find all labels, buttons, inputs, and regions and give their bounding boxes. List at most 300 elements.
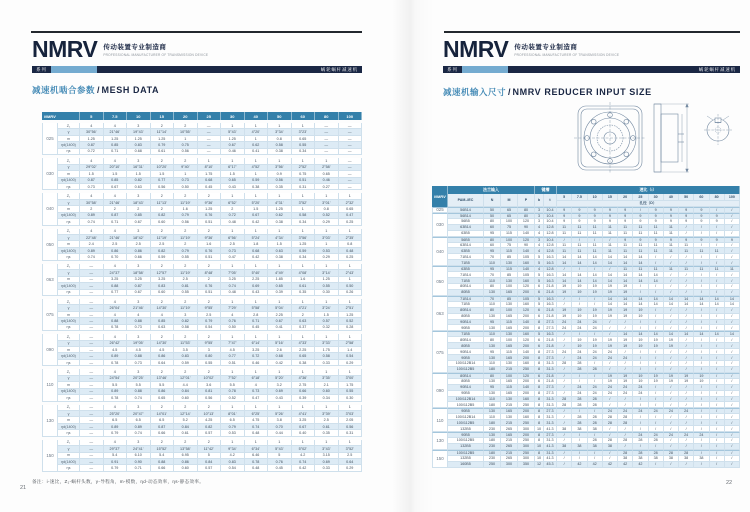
bore-value: / (679, 320, 694, 326)
bore-value: / (694, 397, 709, 403)
page-right (432, 30, 740, 495)
page-top-rule (31, 31, 362, 33)
bore-value: 11 (679, 266, 694, 272)
mesh-value: 0.67 (104, 184, 128, 190)
mesh-value: 2 (151, 440, 175, 446)
key-t-value: 21.8 (544, 284, 557, 290)
mesh-value: 0.55 (198, 360, 222, 366)
bore-value: / (694, 254, 709, 260)
mesh-value: 1.5 (315, 312, 339, 318)
bore-value: / (557, 296, 572, 302)
key-t-value: 12.8 (544, 243, 557, 249)
bore-value: 11 (664, 243, 679, 249)
pam-iec-value: 80B14 (448, 373, 484, 379)
pam-iec-value: 90B5 (448, 408, 484, 414)
mesh-value: 0.60 (151, 219, 175, 225)
bore-value: 19 (557, 290, 572, 296)
bore-value: / (572, 379, 587, 385)
mesh-value: 0.85 (104, 142, 128, 148)
mesh-value: 2 (151, 264, 175, 270)
mesh-value: 0.87 (80, 178, 104, 184)
bore-value: 19 (588, 290, 603, 296)
pam-iec-value: 90B14 (448, 349, 484, 355)
bore-value: / (679, 231, 694, 237)
bore-value: / (725, 254, 740, 260)
bore-value: / (603, 432, 618, 438)
bore-value: / (710, 450, 725, 456)
dim-p-value: 200 (518, 391, 535, 397)
bore-value: 24 (572, 325, 587, 331)
mesh-value: 4 (104, 158, 128, 164)
pam-iec-value: 71B14 (448, 272, 484, 278)
mesh-value: 0.37 (292, 325, 316, 331)
mesh-value: 0.60 (174, 465, 198, 471)
section-title-zh: 减速机啮合参数 (32, 85, 96, 95)
bore-value: 19 (603, 343, 618, 349)
bore-value: 19 (664, 343, 679, 349)
dim-p-value: 250 (518, 367, 535, 373)
mesh-value: 1 (339, 334, 363, 340)
mesh-value: 1.25 (339, 312, 363, 318)
mesh-value: — (339, 142, 363, 148)
mesh-value: 0.47 (221, 254, 245, 260)
mesh-value: 2 (198, 405, 222, 411)
bore-value: 14 (557, 278, 572, 284)
key-b-value: 6 (535, 290, 544, 296)
mesh-block-040 (42, 193, 362, 225)
mesh-value: 1 (292, 299, 316, 305)
mesh-block-050 (42, 229, 362, 261)
key-t-value: 31.3 (544, 438, 557, 444)
mesh-value: 2 (174, 440, 198, 446)
mesh-value: 3.25 (151, 277, 175, 283)
bore-value: 19 (649, 373, 664, 379)
mesh-value: — (80, 417, 104, 423)
key-b-value: 5 (535, 260, 544, 266)
bore-value: / (572, 438, 587, 444)
bore-value: 24 (633, 432, 648, 438)
key-t-value: 27.3 (544, 355, 557, 361)
bore-value: / (603, 266, 618, 272)
mesh-value: 1 (268, 229, 292, 235)
mesh-value: 0.55 (174, 290, 198, 296)
dim-m-value: 215 (501, 420, 518, 426)
mesh-value: 1 (339, 264, 363, 270)
bore-value: 9 (572, 219, 587, 225)
bore-value: / (694, 355, 709, 361)
bore-value: / (588, 379, 603, 385)
bore-value: 24 (588, 355, 603, 361)
mesh-value: 1 (245, 123, 269, 129)
ratio-header: 15 (603, 194, 618, 201)
bore-value: / (633, 355, 648, 361)
bore-value: / (649, 444, 664, 450)
bore-value: / (618, 367, 633, 373)
bore-value: / (679, 272, 694, 278)
mesh-value: 12°57' (151, 270, 175, 276)
dim-n-value: 130 (484, 391, 501, 397)
mesh-value: 1 (221, 369, 245, 375)
dim-n-value: 110 (484, 361, 501, 367)
mesh-value: 0.52 (339, 318, 363, 324)
dim-n-value: 110 (484, 260, 501, 266)
bore-value: 19 (603, 308, 618, 314)
mesh-value: 5°58' (245, 305, 269, 311)
param-label: ηd(1400) (58, 178, 80, 184)
mesh-value: 1.25 (127, 136, 151, 142)
mesh-value: 0.83 (221, 459, 245, 465)
bore-value: 11 (649, 225, 664, 231)
mesh-value: 0.71 (127, 465, 151, 471)
mesh-value: — (198, 129, 222, 135)
bore-value: 24 (588, 385, 603, 391)
dim-m-value: 100 (501, 219, 518, 225)
mesh-value: 0.48 (221, 290, 245, 296)
mesh-value: 0.62 (268, 213, 292, 219)
bore-value: / (694, 444, 709, 450)
mesh-value: 2°43' (339, 270, 363, 276)
mesh-value: 0.75 (174, 142, 198, 148)
dim-n-value: 130 (484, 343, 501, 349)
dim-m-value: 115 (501, 385, 518, 391)
mesh-value: 2.6 (268, 347, 292, 353)
mesh-value: 2 (151, 158, 175, 164)
mesh-value: 0.86 (174, 459, 198, 465)
bore-value: / (557, 456, 572, 462)
bore-value: 14 (633, 296, 648, 302)
mesh-value: 18°43' (127, 200, 151, 206)
mesh-value: 1 (245, 171, 269, 177)
mesh-value: 0.60 (174, 395, 198, 401)
bore-value: / (725, 397, 740, 403)
mesh-value: 0.74 (127, 395, 151, 401)
bore-value: 24 (603, 355, 618, 361)
key-t-value: 10.4 (544, 219, 557, 225)
dim-m-value: 215 (501, 402, 518, 408)
mesh-value: 5°26' (268, 411, 292, 417)
mesh-value: 0.51 (292, 178, 316, 184)
key-t-value: 12.8 (544, 266, 557, 272)
bore-value: / (694, 450, 709, 456)
bore-value: / (694, 337, 709, 343)
mesh-value: 1 (339, 299, 363, 305)
mesh-value: 0.41 (268, 325, 292, 331)
bore-value: 19 (694, 373, 709, 379)
mesh-block-130 (42, 405, 362, 437)
mesh-value: 0.68 (245, 248, 269, 254)
mesh-value: 0.57 (198, 465, 222, 471)
bore-value: / (710, 320, 725, 326)
mesh-value: 0.73 (80, 184, 104, 190)
bore-value: / (710, 355, 725, 361)
bore-value: 19 (588, 308, 603, 314)
mesh-value: 0.57 (198, 430, 222, 436)
bore-value: / (710, 462, 725, 468)
pam-iec-value: 100/112B5 (448, 438, 484, 444)
pam-iec-value: 80B14 (448, 308, 484, 314)
series-bar (443, 66, 740, 73)
mesh-value: 0.50 (339, 283, 363, 289)
ratio-header: 15 (151, 112, 175, 120)
param-label: m (58, 241, 80, 247)
pam-iec-value: 80B5 (448, 290, 484, 296)
mesh-value: 0.42 (292, 465, 316, 471)
mesh-value: 4°20' (245, 129, 269, 135)
mesh-value: 2.5 (315, 417, 339, 423)
mesh-value: 0.8 (268, 136, 292, 142)
mesh-value: — (80, 325, 104, 331)
bore-value: 11 (603, 225, 618, 231)
key-t-value: 10.4 (544, 237, 557, 243)
mesh-value: 2 (174, 264, 198, 270)
mesh-value: 4°52' (245, 165, 269, 171)
bore-value: 14 (649, 296, 664, 302)
mesh-value: 0.51 (198, 219, 222, 225)
mesh-value: 0.64 (339, 459, 363, 465)
bore-value: / (649, 349, 664, 355)
key-t-value: 45.3 (544, 462, 557, 468)
mesh-value: 0.83 (174, 353, 198, 359)
bore-value: 14 (588, 260, 603, 266)
bore-value: 14 (649, 331, 664, 337)
bore-value: / (557, 420, 572, 426)
mesh-value: 0.71 (104, 219, 128, 225)
bore-value: 24 (572, 349, 587, 355)
bore-value: / (603, 402, 618, 408)
mesh-value: 0.67 (292, 424, 316, 430)
key-b-value: 8 (535, 391, 544, 397)
bore-value: 14 (572, 272, 587, 278)
key-t-value: 10.4 (544, 213, 557, 219)
bore-value: 9 (618, 213, 633, 219)
bore-value: 14 (603, 272, 618, 278)
key-b-value: 5 (535, 278, 544, 284)
mesh-value: — (80, 270, 104, 276)
dim-n-value: 110 (484, 278, 501, 284)
mesh-value: 2 (198, 229, 222, 235)
series-bar-right-label: 蜗轮蜗杆减速机 (97, 66, 362, 73)
dim-m-value: 115 (501, 266, 518, 272)
mesh-value: — (80, 353, 104, 359)
bore-value: / (664, 414, 679, 420)
mesh-value: — (80, 277, 104, 283)
dim-p-value: 200 (518, 290, 535, 296)
bore-value: 9 (694, 219, 709, 225)
bore-value: / (572, 237, 587, 243)
param-label: Z₁ (58, 334, 80, 340)
mesh-value: 4 (104, 369, 128, 375)
bore-value: 28 (603, 414, 618, 420)
bore-value: / (588, 432, 603, 438)
mesh-value: 5°43' (268, 446, 292, 452)
dim-p-value: 250 (518, 402, 535, 408)
dim-p-value: 140 (518, 320, 535, 326)
param-label: γ (58, 376, 80, 382)
mesh-value: 4°34' (268, 235, 292, 241)
key-b-value: 8 (535, 420, 544, 426)
bore-value: 38 (679, 456, 694, 462)
param-label: ηs (58, 149, 80, 155)
dim-p-value: 200 (518, 314, 535, 320)
mesh-value: 10°20' (151, 165, 175, 171)
dim-p-value: 120 (518, 237, 535, 243)
dim-p-value: 200 (518, 408, 535, 414)
bore-value: / (710, 397, 725, 403)
bore-value: 28 (618, 438, 633, 444)
bore-value: 24 (633, 391, 648, 397)
dim-n-value: 80 (484, 237, 501, 243)
mesh-value: 25°20' (104, 411, 128, 417)
mesh-value: 0.62 (245, 142, 269, 148)
dim-n-value: 60 (484, 243, 501, 249)
mesh-value: 0.30 (339, 395, 363, 401)
mesh-value: — (339, 165, 363, 171)
pam-iec-value: 80B5 (448, 379, 484, 385)
mesh-value: 5.5 (151, 382, 175, 388)
dim-m-value: 165 (501, 314, 518, 320)
mesh-value: 19°43' (127, 129, 151, 135)
mesh-value: 19°05' (127, 341, 151, 347)
bore-value: / (679, 444, 694, 450)
mesh-value: 0.47 (339, 213, 363, 219)
bore-value: / (725, 243, 740, 249)
mesh-value: 0.8 (315, 206, 339, 212)
dim-n-value: 70 (484, 254, 501, 260)
size-label: 090 (42, 334, 58, 366)
bore-value: / (649, 355, 664, 361)
mesh-value: 0.78 (104, 325, 128, 331)
mesh-value: 0.38 (268, 149, 292, 155)
mesh-value: 0.58 (292, 213, 316, 219)
bore-value: / (557, 408, 572, 414)
bore-value: 28 (557, 402, 572, 408)
mesh-value: 5 (198, 453, 222, 459)
bore-value: / (557, 266, 572, 272)
mesh-value: 0.31 (339, 430, 363, 436)
param-label: m (58, 382, 80, 388)
mesh-value: 26°04' (104, 305, 128, 311)
mesh-value: 0.76 (221, 318, 245, 324)
bore-value: 19 (618, 379, 633, 385)
dim-m-value: 130 (501, 397, 518, 403)
bore-value: 24 (649, 408, 664, 414)
brand-tagline-en: PROFESSIONAL MANUFACTURER OF TRANSMISSION DEVICE (103, 52, 209, 57)
mesh-value: — (80, 395, 104, 401)
mesh-value: 0.43 (268, 395, 292, 401)
dim-m-value: 165 (501, 343, 518, 349)
mesh-table (42, 112, 362, 472)
bore-value: 9 (694, 213, 709, 219)
bore-value: 19 (618, 337, 633, 343)
mesh-value: 0.68 (127, 149, 151, 155)
param-label: γ (58, 200, 80, 206)
bore-value: 14 (588, 272, 603, 278)
bore-value: 14 (618, 272, 633, 278)
bore-value: / (694, 320, 709, 326)
bore-value: / (664, 260, 679, 266)
bore-value: / (572, 373, 587, 379)
mesh-value: 0.63 (268, 248, 292, 254)
dim-n-value: 110 (484, 302, 501, 308)
dim-n-value: 50 (484, 213, 501, 219)
mesh-value: 0.84 (174, 424, 198, 430)
mesh-value: 8°48' (198, 270, 222, 276)
mesh-value: 5°16' (268, 341, 292, 347)
brand-tagline-en: PROFESSIONAL MANUFACTURER OF TRANSMISSION DEVICE (514, 52, 620, 57)
mesh-value: 6°25' (245, 411, 269, 417)
mesh-value: — (80, 411, 104, 417)
mesh-value: 2 (174, 123, 198, 129)
bore-value: / (679, 397, 694, 403)
mesh-value: 3°03' (315, 235, 339, 241)
bore-value: 9 (664, 219, 679, 225)
bore-value: / (649, 367, 664, 373)
mesh-value: 11°42' (198, 446, 222, 452)
bore-value: / (649, 402, 664, 408)
mesh-value: 3 (198, 347, 222, 353)
mesh-value: 1 (221, 440, 245, 446)
bore-value: 24 (588, 349, 603, 355)
dim-n-value: 110 (484, 331, 501, 337)
dim-n-value: 80 (484, 373, 501, 379)
param-label: γ (58, 341, 80, 347)
dim-p-value: 250 (518, 420, 535, 426)
mesh-value: 3 (127, 229, 151, 235)
bore-value: 11 (557, 243, 572, 249)
bore-value: 14 (633, 331, 648, 337)
mesh-value: 1 (292, 206, 316, 212)
mesh-value: 0.73 (221, 248, 245, 254)
bore-value: 9 (679, 237, 694, 243)
bore-value: / (572, 302, 587, 308)
dim-n-value: 80 (484, 219, 501, 225)
bore-value: 14 (649, 272, 664, 278)
mesh-value: 2.5 (198, 312, 222, 318)
mesh-value: 1 (315, 193, 339, 199)
mesh-block-075 (42, 299, 362, 331)
bore-value: / (725, 320, 740, 326)
mesh-value: 20°10' (104, 165, 128, 171)
mesh-value: 22°48' (80, 235, 104, 241)
mesh-value: — (80, 312, 104, 318)
mesh-value: 0.39 (268, 290, 292, 296)
bore-value: 19 (572, 314, 587, 320)
bore-value: / (633, 397, 648, 403)
mesh-value: 3 (127, 369, 151, 375)
mesh-value: 4°31' (268, 200, 292, 206)
bore-value: / (633, 426, 648, 432)
bore-value: 28 (572, 402, 587, 408)
mesh-value: 12°01' (174, 376, 198, 382)
mesh-value: 4.75 (245, 417, 269, 423)
mesh-value: 0.47 (245, 395, 269, 401)
bore-value: / (725, 248, 740, 254)
param-label: m (58, 277, 80, 283)
bore-value: 14 (557, 260, 572, 266)
mesh-value: 2 (80, 206, 104, 212)
mesh-value: 0.88 (127, 389, 151, 395)
mesh-value: — (315, 142, 339, 148)
mesh-value: 0.73 (127, 360, 151, 366)
mesh-value: 0.65 (315, 171, 339, 177)
bore-value: 14 (572, 254, 587, 260)
bore-value: 24 (649, 432, 664, 438)
mesh-value: 0.29 (339, 360, 363, 366)
bore-value: 19 (588, 337, 603, 343)
bore-value: / (603, 367, 618, 373)
bore-value: 11 (557, 248, 572, 254)
mesh-value: 0.54 (221, 465, 245, 471)
